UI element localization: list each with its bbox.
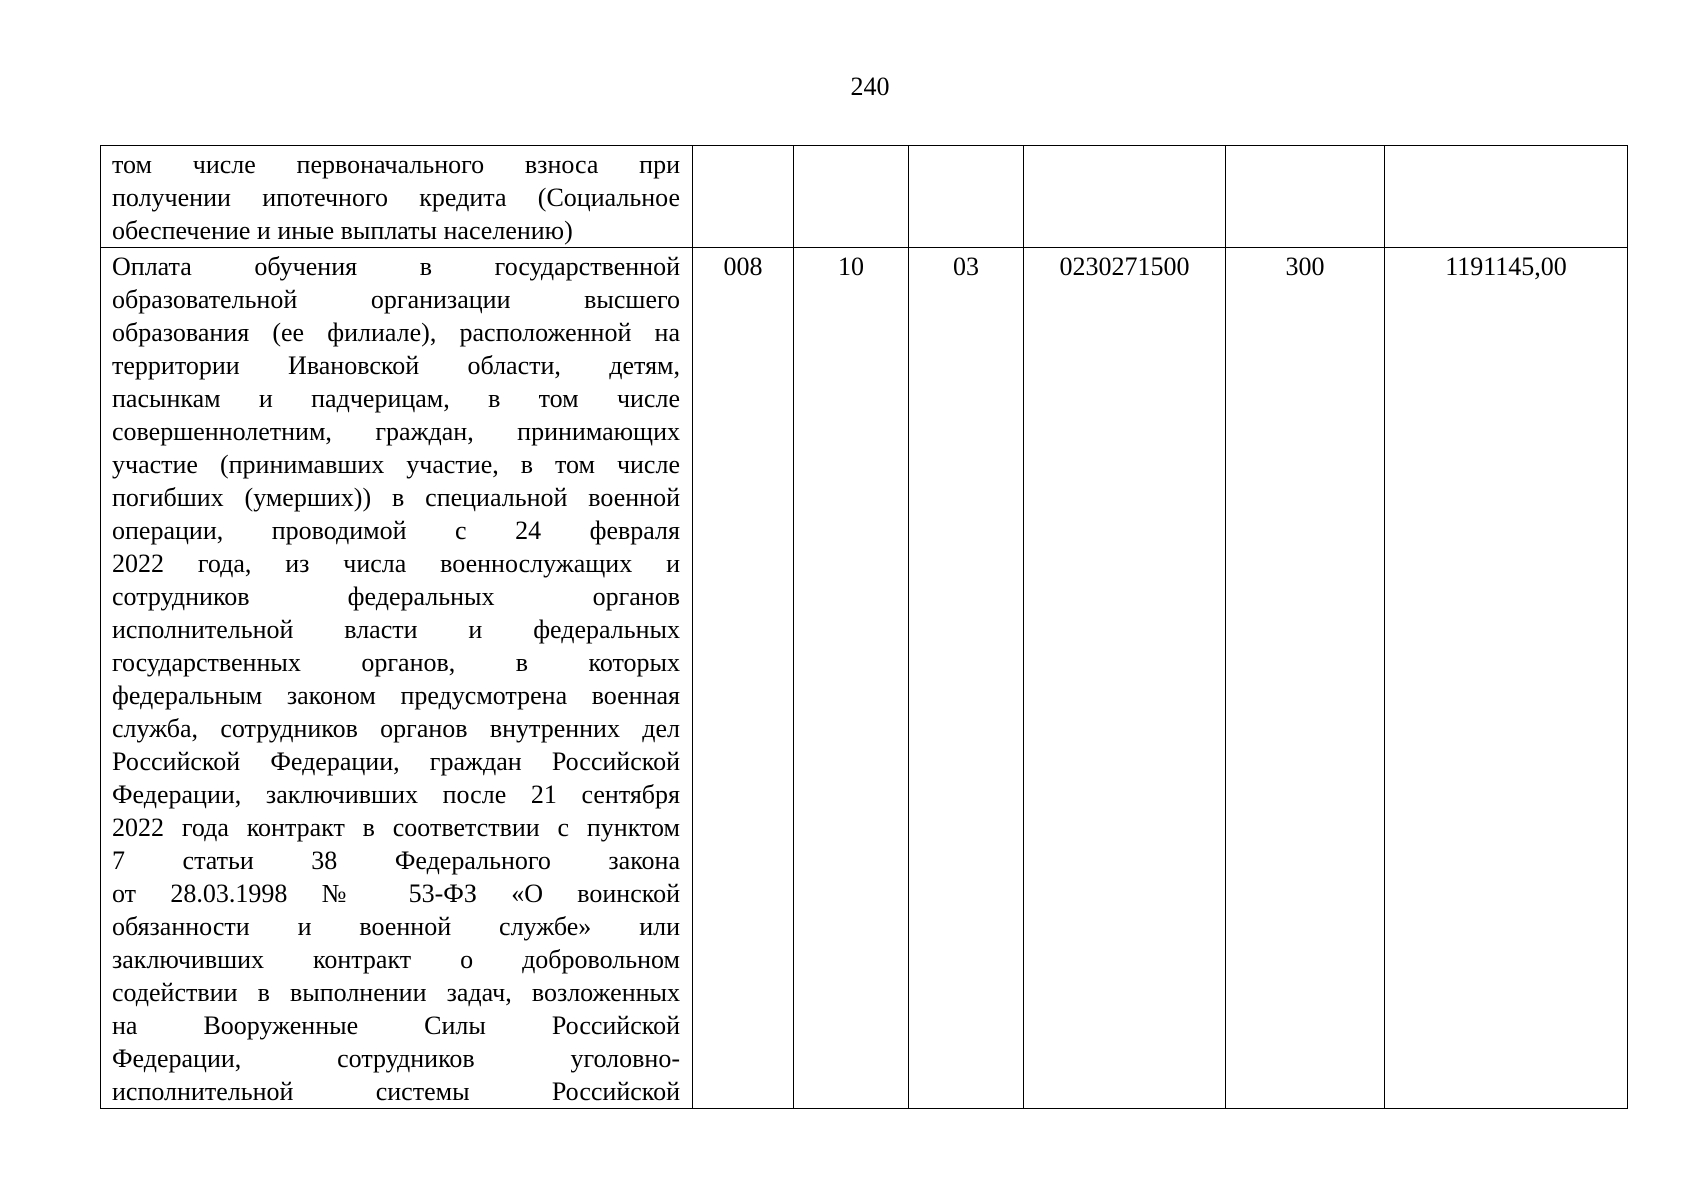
section-cell: 10 (794, 248, 909, 1109)
amount-cell: 1191145,00 (1385, 248, 1628, 1109)
description-line: пасынкам и падчерицам, в том числе (112, 384, 680, 413)
section-cell (794, 146, 909, 248)
ministry-code-cell: 008 (693, 248, 794, 1109)
subsection-cell (909, 146, 1024, 248)
description-line: Федерации, заключивших после 21 сентября (112, 780, 680, 809)
description-line: Федерации, сотрудников уголовно- (112, 1044, 680, 1073)
description-line: том числе первоначального взноса при (112, 150, 680, 179)
description-line: операции, проводимой с 24 февраля (112, 516, 680, 545)
target-article-cell: 0230271500 (1024, 248, 1226, 1109)
description-line: исполнительной власти и федеральных (112, 615, 680, 644)
description-line: 2022 года контракт в соответствии с пунктом (112, 813, 680, 842)
description-line: 2022 года, из числа военнослужащих и (112, 549, 680, 578)
description-line: сотрудников федеральных органов (112, 582, 680, 611)
description-line: территории Ивановской области, детям, (112, 351, 680, 380)
target-article-cell (1024, 146, 1226, 248)
table-row (101, 248, 1628, 1109)
description-line: Оплата обучения в государственной (112, 252, 680, 281)
subsection-cell: 03 (909, 248, 1024, 1109)
description-line: на Вооруженные Силы Российской (112, 1011, 680, 1040)
table-row (101, 146, 1628, 248)
description-line: служба, сотрудников органов внутренних дел (112, 714, 680, 743)
description-line: содействии в выполнении задач, возложенных (112, 978, 680, 1007)
description-cell (101, 248, 693, 1109)
ministry-code-cell (693, 146, 794, 248)
page-number: 240 (850, 72, 890, 101)
description-line: исполнительной системы Российской (112, 1077, 680, 1106)
description-line: образовательной организации высшего (112, 285, 680, 314)
description-line: 7 статьи 38 Федерального закона (112, 846, 680, 875)
description-line: образования (ее филиале), расположенной на (112, 318, 680, 347)
budget-table (100, 145, 1628, 1109)
description-line: получении ипотечного кредита (Социальное (112, 183, 680, 212)
expense-type-cell (1226, 146, 1385, 248)
description-line: заключивших контракт о добровольном (112, 945, 680, 974)
description-line: Российской Федерации, граждан Российской (112, 747, 680, 776)
description-line: государственных органов, в которых (112, 648, 680, 677)
description-line: участие (принимавших участие, в том числе (112, 450, 680, 479)
expense-type-cell: 300 (1226, 248, 1385, 1109)
description-cell (101, 146, 693, 248)
description-line: совершеннолетним, граждан, принимающих (112, 417, 680, 446)
description-line: погибших (умерших)) в специальной военной (112, 483, 680, 512)
amount-cell (1385, 146, 1628, 248)
description-line: федеральным законом предусмотрена военная (112, 681, 680, 710)
description-line: обеспечение и иные выплаты населению) (112, 216, 573, 245)
description-line: обязанности и военной службе» или (112, 912, 680, 941)
description-line: от 28.03.1998 № 53-ФЗ «О воинской (112, 879, 680, 908)
